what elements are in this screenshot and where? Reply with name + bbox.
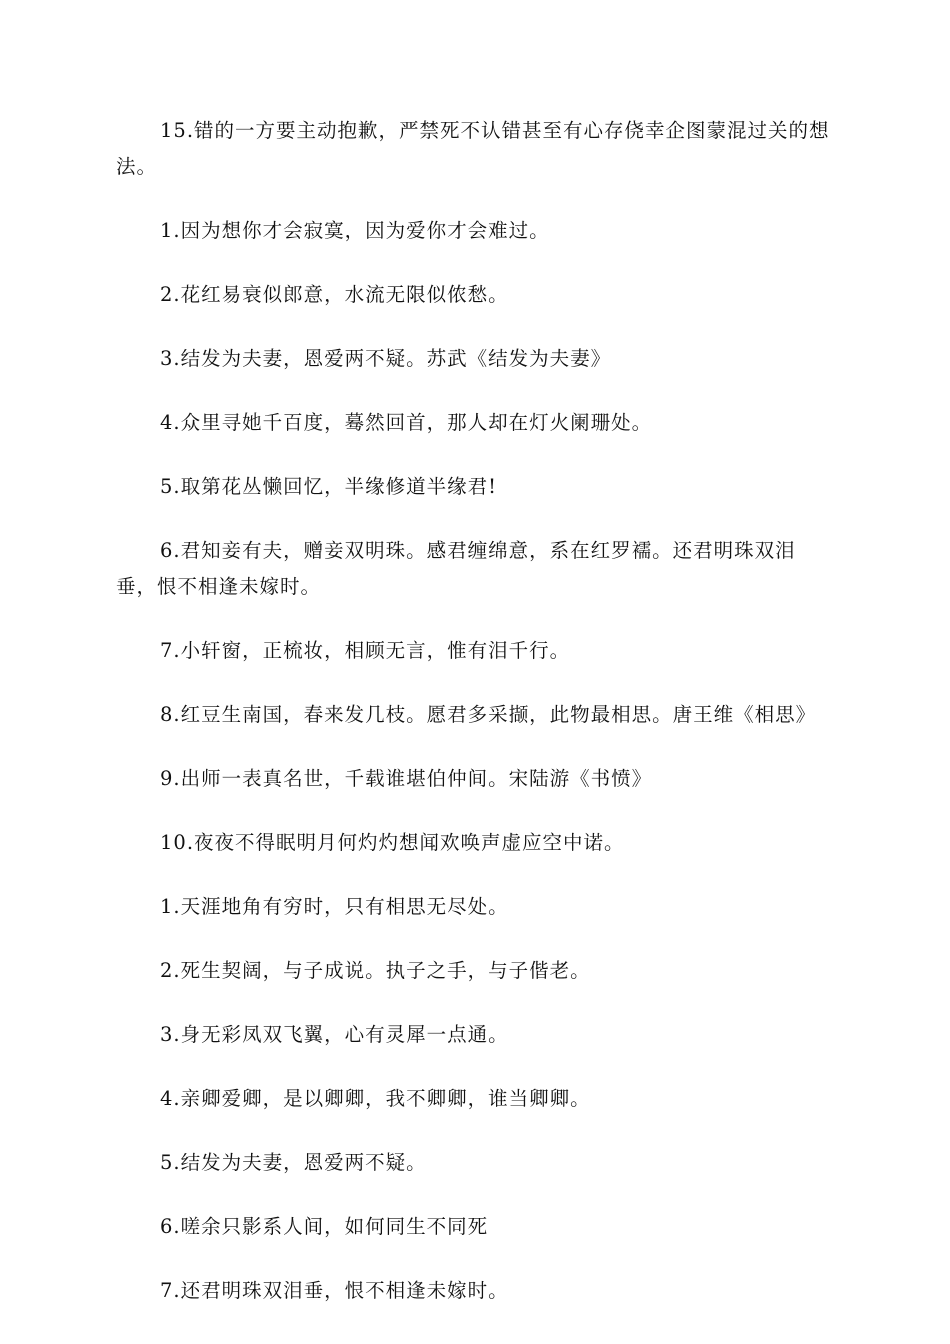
paragraph: 6.嗟余只影系人间，如何同生不同死 <box>160 1215 489 1238</box>
paragraph: 7.小轩窗，正梳妆，相顾无言，惟有泪千行。 <box>160 639 571 662</box>
paragraph: 3.身无彩凤双飞翼，心有灵犀一点通。 <box>160 1023 509 1046</box>
paragraph: 6.君知妾有夫，赠妾双明珠。感君缠绵意，系在红罗襦。还君明珠双泪垂，恨不相逢未嫁时。 <box>116 539 796 598</box>
document-body <box>116 113 836 1337</box>
paragraph: 2.花红易衰似郎意，水流无限似侬愁。 <box>160 283 509 306</box>
paragraph: 7.还君明珠双泪垂，恨不相逢未嫁时。 <box>160 1279 509 1302</box>
paragraph: 5.取第花丛懒回忆，半缘修道半缘君! <box>160 475 497 498</box>
paragraph: 3.结发为夫妻，恩爱两不疑。苏武《结发为夫妻》 <box>160 347 612 370</box>
paragraph: 1.天涯地角有穷时，只有相思无尽处。 <box>160 895 509 918</box>
paragraph: 10.夜夜不得眠明月何灼灼想闻欢唤声虚应空中诺。 <box>160 831 625 854</box>
paragraph: 4.众里寻她千百度，蓦然回首，那人却在灯火阑珊处。 <box>160 411 653 434</box>
paragraph: 2.死生契阔，与子成说。执子之手，与子偕老。 <box>160 959 591 982</box>
paragraph: 8.红豆生南国，春来发几枝。愿君多采撷，此物最相思。唐王维《相思》 <box>160 703 817 726</box>
paragraph: 15.错的一方要主动抱歉，严禁死不认错甚至有心存侥幸企图蒙混过关的想法。 <box>116 119 830 178</box>
paragraph: 5.结发为夫妻，恩爱两不疑。 <box>160 1151 427 1174</box>
paragraph: 4.亲卿爱卿，是以卿卿，我不卿卿，谁当卿卿。 <box>160 1087 591 1110</box>
paragraph: 1.因为想你才会寂寞，因为爱你才会难过。 <box>160 219 550 242</box>
paragraph: 9.出师一表真名世，千载谁堪伯仲间。宋陆游《书愤》 <box>160 767 653 790</box>
